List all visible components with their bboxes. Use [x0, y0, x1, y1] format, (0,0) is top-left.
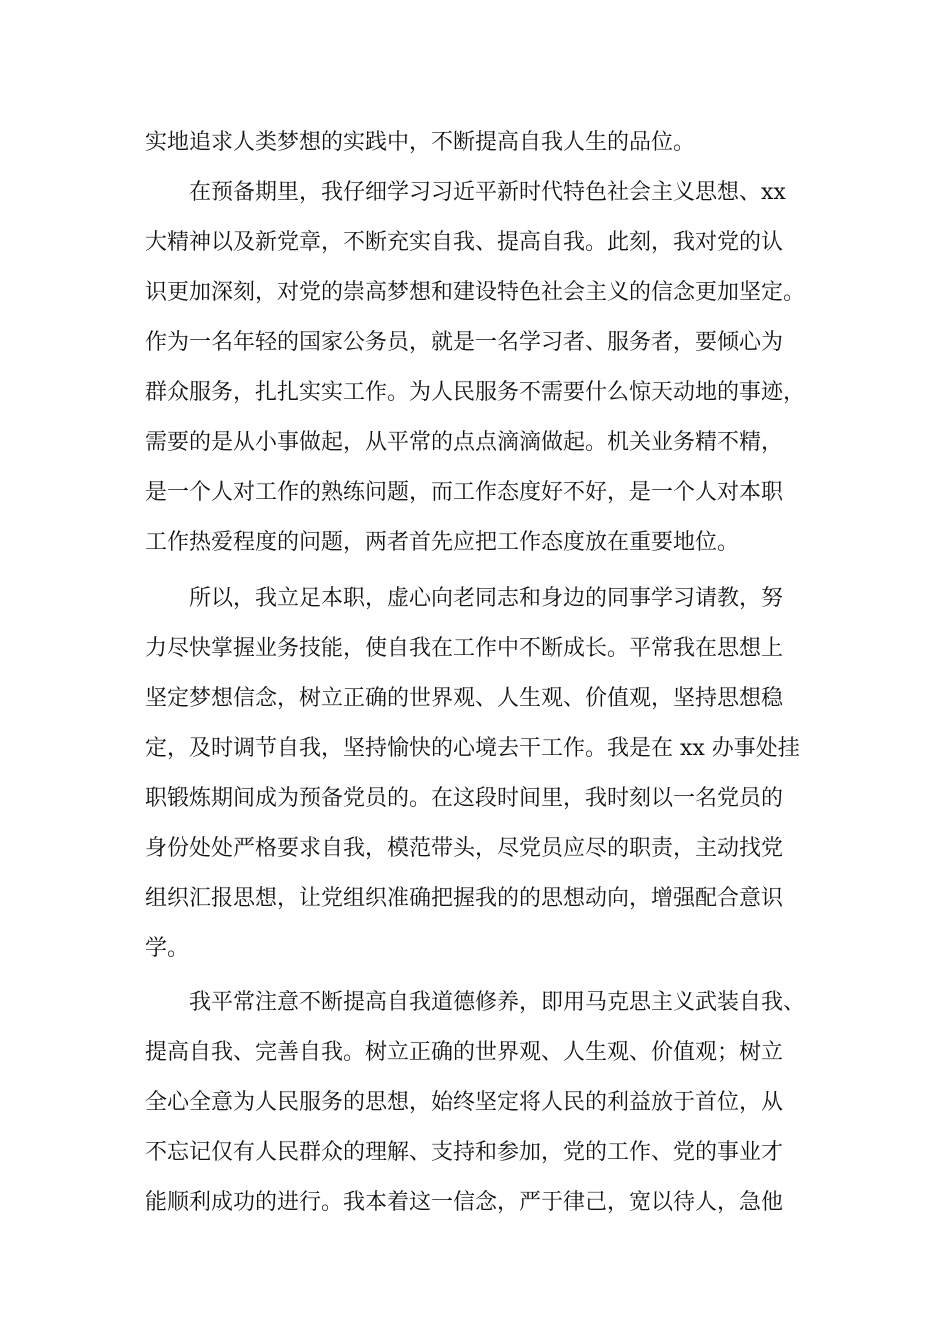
- text-line-6: 群众服务，扎扎实实工作。为人民服务不需要什么惊天动地的事迹，: [145, 380, 806, 405]
- text-line-13: 定，及时调节自我，坚持愉快的心境去干工作。我是在 xx 办事处挂: [145, 736, 800, 761]
- text-line-8: 是一个人对工作的熟练问题，而工作态度好不好，是一个人对本职: [145, 480, 784, 505]
- text-line-19: 提高自我、完善自我。树立正确的世界观、人生观、价值观；树立: [145, 1040, 784, 1065]
- text-line-11: 力尽快掌握业务技能，使自我在工作中不断成长。平常我在思想上: [145, 636, 784, 661]
- text-line-20: 全心全意为人民服务的思想，始终坚定将人民的利益放于首位，从: [145, 1090, 784, 1115]
- text-line-21: 不忘记仅有人民群众的理解、支持和参加，党的工作、党的事业才: [145, 1140, 784, 1165]
- text-line-16: 组织汇报思想，让党组织准确把握我的的思想动向，增强配合意识: [145, 886, 784, 911]
- text-line-5: 作为一名年轻的国家公务员，就是一名学习者、服务者，要倾心为: [145, 330, 784, 355]
- text-line-1: 实地追求人类梦想的实践中，不断提高自我人生的品位。: [145, 130, 696, 155]
- text-line-18: 我平常注意不断提高自我道德修养，即用马克思主义武装自我、: [189, 990, 806, 1015]
- text-line-3: 大精神以及新党章，不断充实自我、提高自我。此刻，我对党的认: [145, 230, 784, 255]
- text-line-17: 学。: [145, 936, 190, 961]
- text-line-7: 需要的是从小事做起，从平常的点点滴滴做起。机关业务精不精，: [145, 430, 784, 455]
- text-line-14: 职锻炼期间成为预备党员的。在这段时间里，我时刻以一名党员的: [145, 786, 784, 811]
- text-line-9: 工作热爱程度的问题，两者首先应把工作态度放在重要地位。: [145, 530, 740, 555]
- text-line-12: 坚定梦想信念，树立正确的世界观、人生观、价值观，坚持思想稳: [145, 686, 784, 711]
- text-line-4: 识更加深刻，对党的崇高梦想和建设特色社会主义的信念更加坚定。: [145, 280, 806, 305]
- text-line-22: 能顺利成功的进行。我本着这一信念，严于律己，宽以待人，急他: [145, 1190, 784, 1215]
- text-line-10: 所以，我立足本职，虚心向老同志和身边的同事学习请教，努: [189, 586, 784, 611]
- text-line-15: 身份处处严格要求自我，模范带头，尽党员应尽的职责，主动找党: [145, 836, 784, 861]
- text-line-2: 在预备期里，我仔细学习习近平新时代特色社会主义思想、xx: [189, 180, 786, 205]
